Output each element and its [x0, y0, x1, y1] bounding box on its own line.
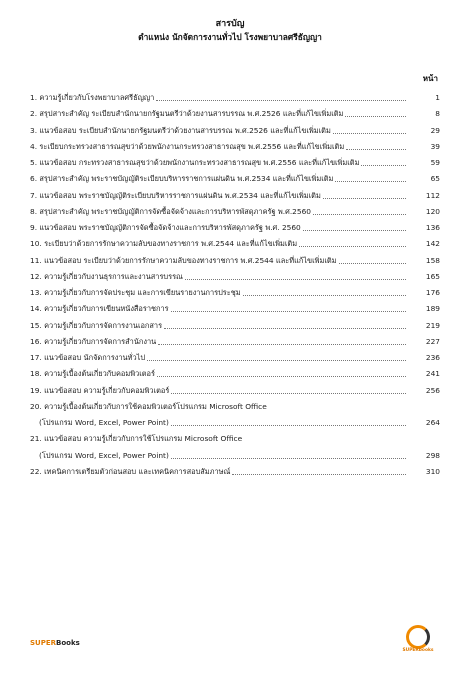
toc-entry — [30, 337, 440, 353]
toc-entry — [30, 369, 440, 385]
toc-entry-title: 18. ความรู้เบื้องต้นเกี่ยวกับคอมพิวเตอร์ — [30, 369, 155, 379]
toc-entry — [30, 223, 440, 239]
toc-entry-page: 59 — [430, 158, 440, 167]
toc-entry — [30, 109, 440, 125]
dot-leader — [345, 116, 406, 117]
toc-entry-page: 1 — [435, 93, 440, 102]
toc-entry — [30, 174, 440, 190]
dot-leader — [335, 181, 406, 182]
toc-entry-title-continued: (โปรแกรม Word, Excel, Power Point) — [39, 450, 169, 460]
toc-entry-title-continued: (โปรแกรม Word, Excel, Power Point) — [39, 418, 169, 427]
toc-entry-title: 19. แนวข้อสอบ ความรู้เกี่ยวกับคอมพิวเตอร์ — [30, 385, 170, 395]
toc-entry-title: 12. ความรู้เกี่ยวกับงานธุรการและงานสารบรรณ — [30, 271, 183, 281]
toc-entry-title: 7. แนวข้อสอบ พระราชบัญญัติระเบียบบริหารราชการแผ่นดิน พ.ศ.2534 และที่แก้ไขเพิ่มเติม — [30, 190, 321, 200]
toc-entry-page: 120 — [425, 206, 440, 216]
toc-entry-page: 310 — [425, 466, 440, 476]
publisher-logo — [398, 625, 438, 653]
toc-entry — [30, 239, 440, 255]
toc-entry-page: 219 — [425, 320, 440, 330]
toc-entry-page: 39 — [430, 141, 440, 151]
toc-entry-title: 10. ระเบียบว่าด้วยการรักษาความลับของทางราชการ พ.ศ.2544 และที่แก้ไขเพิ่มเติม — [30, 239, 298, 249]
footer-brand-books: Books — [56, 639, 80, 647]
toc-entry-title: 9. แนวข้อสอบ พระราชบัญญัติการจัดซื้อจัดจ้างและการบริหารพัสดุภาครัฐ พ.ศ. 2560 — [30, 223, 301, 232]
toc-entry-page: 112 — [425, 190, 440, 200]
dot-leader — [171, 425, 406, 426]
page-column-header: หน้า — [422, 74, 438, 83]
toc-entry-page: 65 — [430, 174, 440, 184]
toc-entry-title: 20. ความรู้เบื้องต้นเกี่ยวกับการใช้คอมพิวเตอร์โปรแกรม Microsoft Office — [30, 401, 267, 411]
toc-entry-page: 136 — [425, 223, 440, 232]
dot-leader — [299, 246, 406, 247]
dot-leader — [243, 295, 406, 296]
toc-entry — [30, 142, 440, 158]
toc-entry-page: 142 — [425, 239, 440, 249]
dot-leader — [157, 376, 406, 377]
toc-entry — [30, 191, 440, 207]
dot-leader — [339, 263, 406, 264]
toc-entry-page: 176 — [425, 288, 440, 297]
toc-entry — [30, 304, 440, 320]
page-subtitle: ตำแหน่ง นักจัดการงานทั่วไป โรงพยาบาลศรีธัญญา — [138, 32, 322, 42]
toc-entry-title: 3. แนวข้อสอบ ระเบียบสำนักนายกรัฐมนตรีว่าด้วยงานสารบรรณ พ.ศ.2526 และที่แก้ไขเพิ่มเติม — [30, 125, 331, 135]
dot-leader — [333, 133, 406, 134]
toc-entry-title: 22. เทคนิคการเตรียมตัวก่อนสอบ และเทคนิคการสอบสัมภาษณ์ — [30, 466, 231, 476]
toc-entry — [30, 402, 440, 435]
toc-entry-title: 15. ความรู้เกี่ยวกับการจัดการงานเอกสาร — [30, 320, 163, 330]
toc-entry-title: 14. ความรู้เกี่ยวกับการเขียนหนังสือราชการ — [30, 304, 169, 314]
toc-entry-page: 241 — [425, 369, 440, 379]
toc-entry-title: 6. สรุปสาระสำคัญ พระราชบัญญัติระเบียบบริหารราชการแผ่นดิน พ.ศ.2534 และที่แก้ไขเพิ่มเติม — [30, 174, 334, 184]
dot-leader — [158, 344, 406, 345]
toc-entry-page: 298 — [425, 450, 440, 460]
dot-leader — [147, 360, 406, 361]
footer-brand — [30, 639, 80, 647]
table-of-contents — [30, 93, 440, 483]
toc-entry-title: 2. สรุปสาระสำคัญ ระเบียบสำนักนายกรัฐมนตรีว่าด้วยงานสารบรรณ พ.ศ.2526 และที่แก้ไขเพิ่มเติม — [30, 109, 344, 119]
dot-leader — [156, 100, 406, 101]
toc-entry-title: 21. แนวข้อสอบ ความรู้เกี่ยวกับการใช้โปรแกรม Microsoft Office — [30, 434, 243, 444]
dot-leader — [346, 149, 406, 150]
toc-entry-page: 236 — [425, 353, 440, 362]
toc-entry-page: 165 — [425, 271, 440, 281]
dot-leader — [171, 393, 406, 394]
toc-entry — [30, 158, 440, 174]
dot-leader — [303, 230, 406, 231]
logo-text: SUPERbooks — [402, 648, 434, 653]
dot-leader — [185, 279, 406, 280]
toc-entry — [30, 207, 440, 223]
toc-entry — [30, 353, 440, 369]
page-title: สารบัญ — [215, 19, 245, 29]
toc-entry-title: 1. ความรู้เกี่ยวกับโรงพยาบาลศรีธัญญา — [30, 93, 155, 102]
toc-entry-page: 227 — [425, 336, 440, 346]
toc-entry-title: 4. ระเบียบกระทรวงสาธารณสุขว่าด้วยพนักงานกระทรวงสาธารณสุข พ.ศ.2556 และที่แก้ไขเพิ่มเติม — [30, 141, 345, 151]
dot-leader — [323, 198, 406, 199]
toc-entry — [30, 272, 440, 288]
footer-brand-super: SUPER — [30, 639, 57, 647]
toc-entry-page: 8 — [435, 109, 440, 119]
toc-entry-title: 16. ความรู้เกี่ยวกับการจัดการสำนักงาน — [30, 336, 157, 346]
toc-entry-page: 256 — [425, 385, 440, 395]
toc-entry-title: 11. แนวข้อสอบ ระเบียบว่าด้วยการรักษาความลับของทางราชการ พ.ศ.2544 และที่แก้ไขเพิ่มเติม — [30, 255, 337, 265]
logo-ring-icon — [406, 625, 430, 649]
dot-leader — [313, 214, 406, 215]
toc-entry — [30, 256, 440, 272]
toc-entry-title: 17. แนวข้อสอบ นักจัดการงานทั่วไป — [30, 353, 146, 362]
dot-leader — [232, 474, 406, 475]
toc-entry-page: 189 — [425, 304, 440, 314]
toc-entry — [30, 288, 440, 304]
dot-leader — [171, 311, 406, 312]
toc-entry — [30, 467, 440, 483]
dot-leader — [164, 328, 406, 329]
toc-entry-page: 29 — [430, 125, 440, 135]
toc-entry-title: 13. ความรู้เกี่ยวกับการจัดประชุม และการเขียนรายงานการประชุม — [30, 288, 241, 297]
dot-leader — [361, 165, 406, 166]
toc-entry — [30, 93, 440, 109]
toc-entry-page: 158 — [425, 255, 440, 265]
toc-entry — [30, 434, 440, 467]
dot-leader — [171, 458, 406, 459]
toc-entry — [30, 321, 440, 337]
toc-entry-title: 8. สรุปสาระสำคัญ พระราชบัญญัติการจัดซื้อจัดจ้างและการบริหารพัสดุภาครัฐ พ.ศ.2560 — [30, 206, 311, 216]
toc-entry-page: 264 — [425, 418, 440, 427]
toc-entry-title: 5. แนวข้อสอบ กระทรวงสาธารณสุขว่าด้วยพนักงานกระทรวงสาธารณสุข พ.ศ.2556 และที่แก้ไขเพิ่มเติม — [30, 158, 360, 167]
toc-entry — [30, 126, 440, 142]
toc-entry — [30, 386, 440, 402]
